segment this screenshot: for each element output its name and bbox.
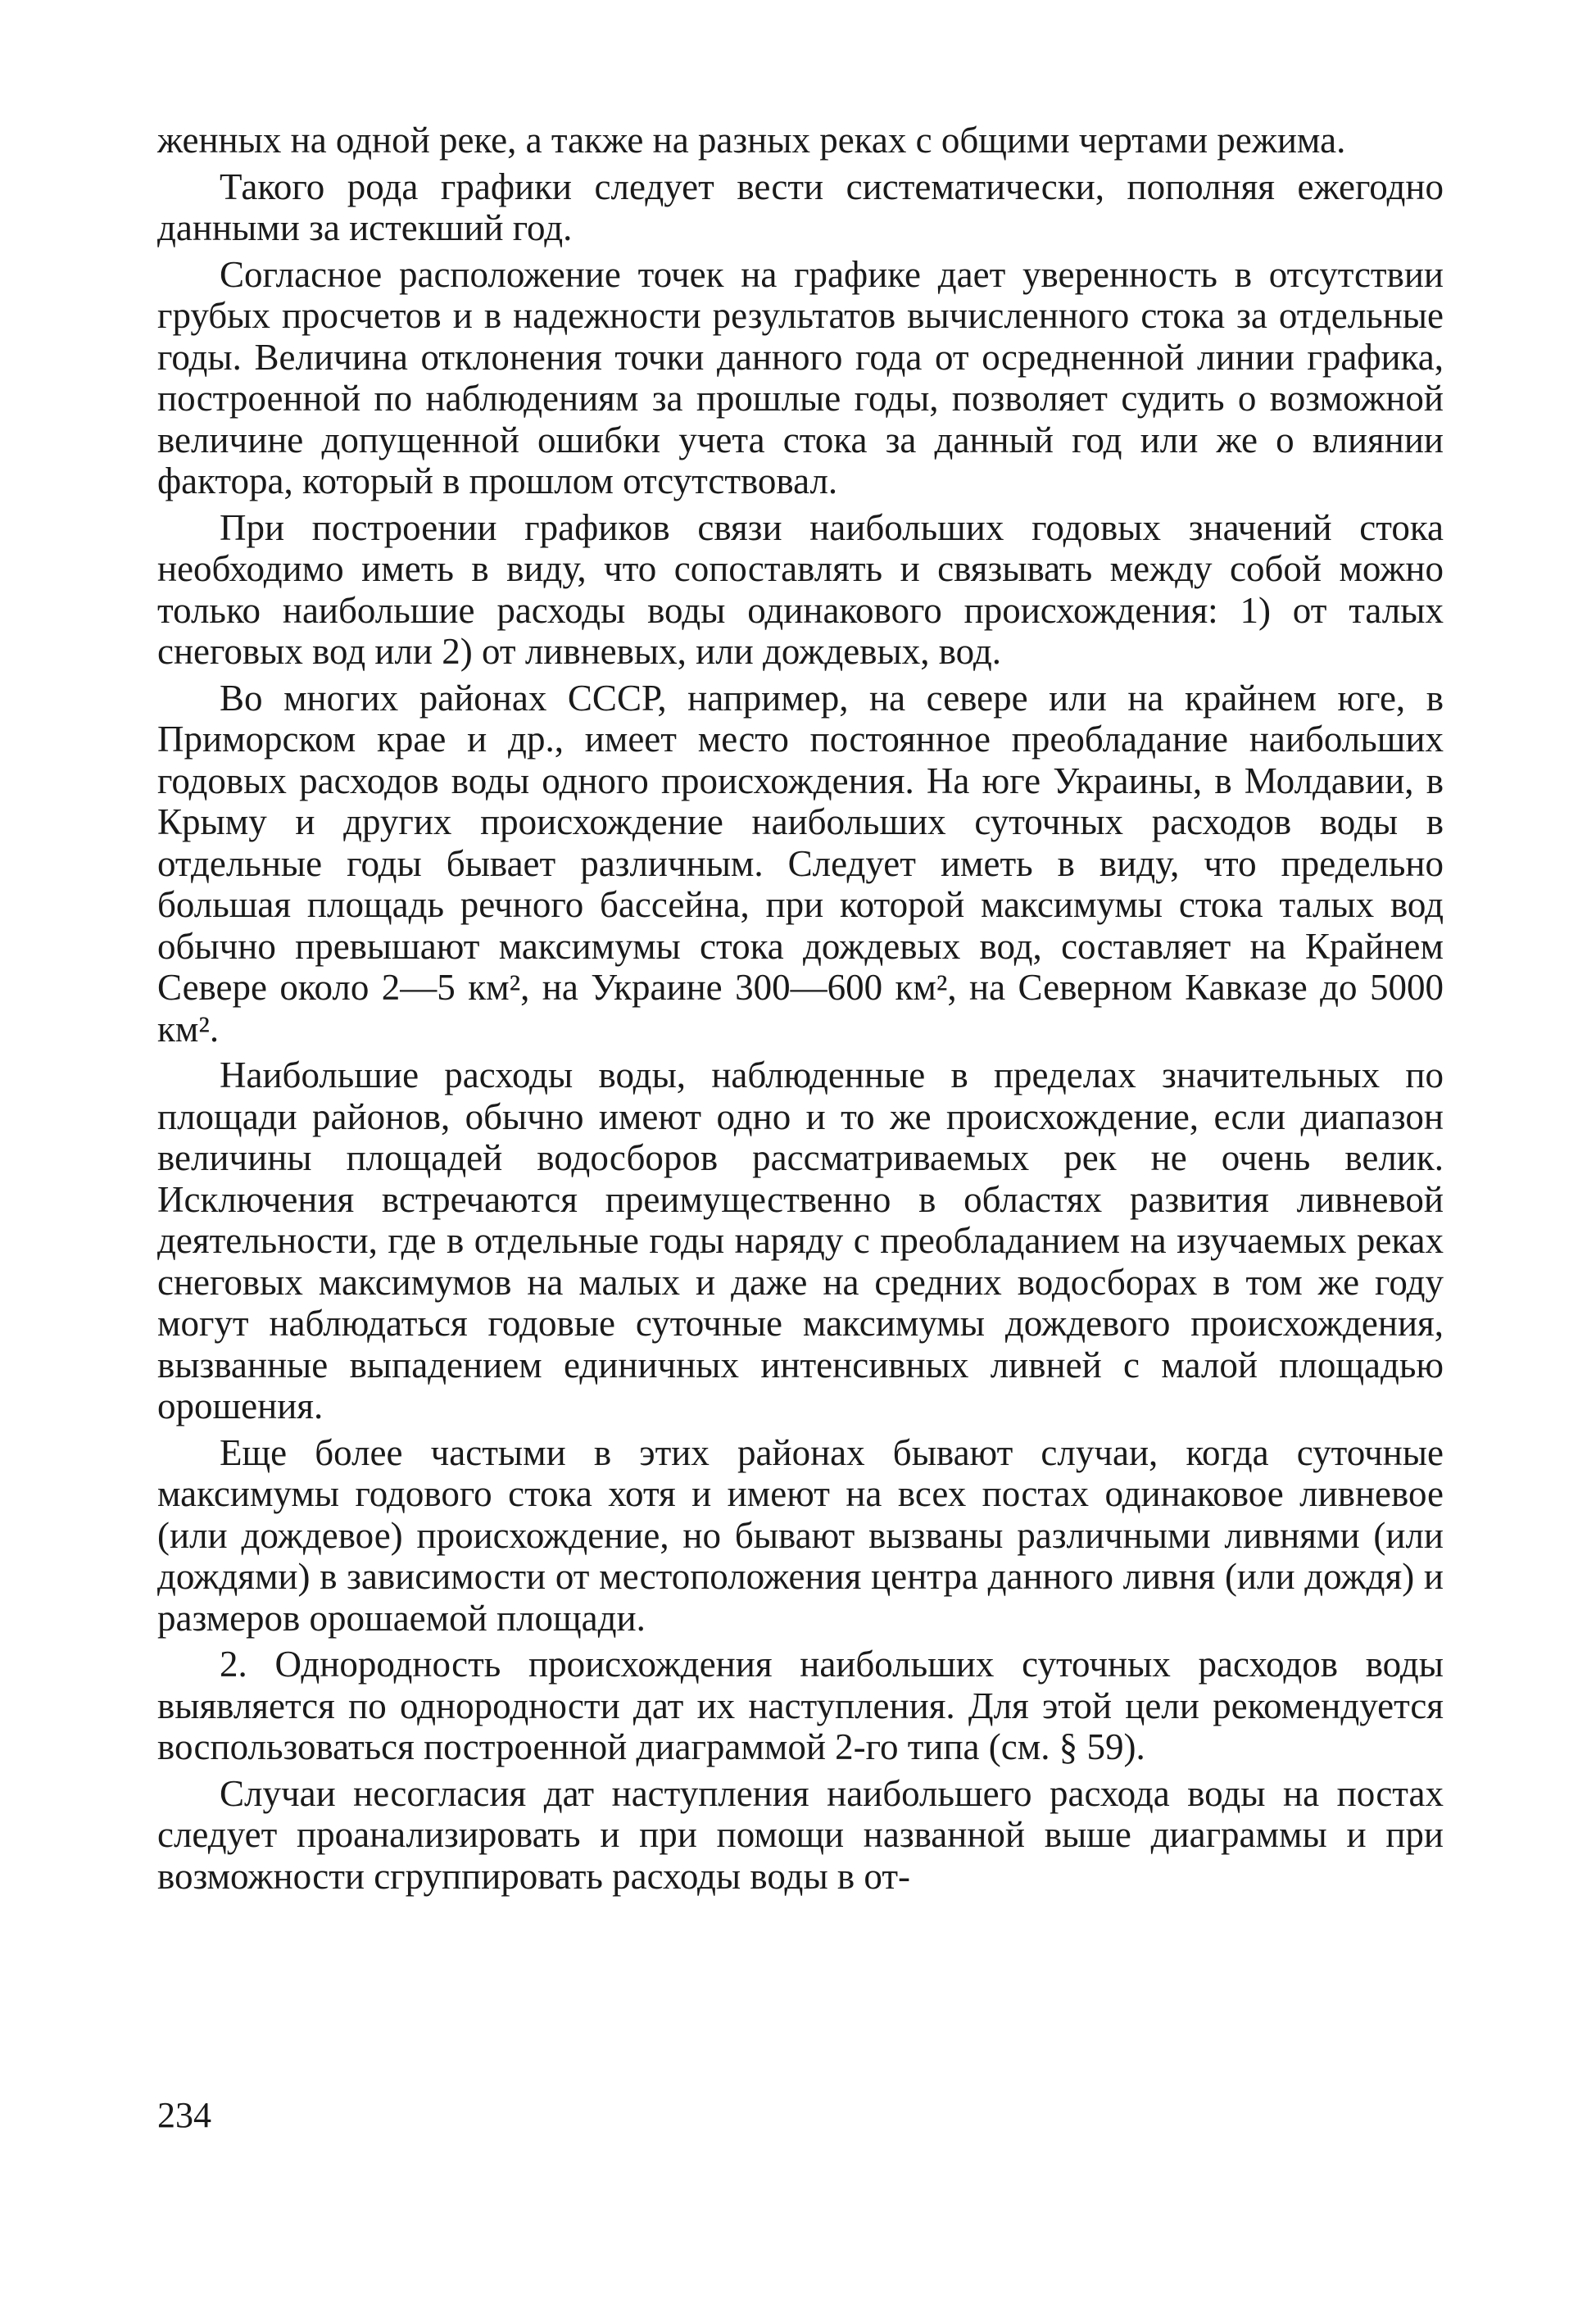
paragraph: Во многих районах СССР, например, на севере или на крайнем юге, в Приморском крае и др., имеет место постоянное преобладание наибольших годовых расходов воды одного происхождения. На юге Украины, в Молдавии, в Крыму и других происхождение наибольших суточных расходов воды в отдельные годы бывает различным. Следует иметь в виду, что предельно большая площадь речного бассейна, при которой максимумы стока талых вод обычно превышают максимумы стока дождевых вод, составляет на Крайнем Севере около 2—5 км², на Украине 300—600 км², на Северном Кавказе до 5000 км². bbox=[157, 677, 1444, 1050]
page-number: 234 bbox=[157, 2095, 211, 2135]
body-text bbox=[157, 120, 1444, 1902]
paragraph: Такого рода графики следует вести систематически, пополняя ежегодно данными за истекший год. bbox=[157, 166, 1444, 248]
paragraph-numbered: 2. Однородность происхождения наибольших суточных расходов воды выявляется по однородности дат их наступления. Для этой цели рекомендуется воспользоваться построенной диаграммой 2-го типа (см. § 59). bbox=[157, 1644, 1444, 1767]
paragraph: Наибольшие расходы воды, наблюденные в пределах значительных по площади районов, обычно имеют одно и то же происхождение, если диапазон величины площадей водосборов рассматриваемых рек не очень велик. Исключения встречаются преимущественно в областях развития ливневой деятельности, где в отдельные годы наряду с преобладанием на изучаемых реках снеговых максимумов на малых и даже на средних водосборах в том же году могут наблюдаться годовые суточные максимумы дождевого происхождения, вызванные выпадением единичных интенсивных ливней с малой площадью орошения. bbox=[157, 1054, 1444, 1426]
paragraph-continuation: женных на одной реке, а также на разных реках с общими чертами режима. bbox=[157, 120, 1346, 161]
paragraph: Согласное расположение точек на графике дает уверенность в отсутствии грубых просчетов и в надежности результатов вычисленного стока за отдельные годы. Величина отклонения точки данного года от осредненной линии графика, построенной по наблюдениям за прошлые годы, позволяет судить о возможной величине допущенной ошибки учета стока за данный год или же о влиянии фактора, который в прошлом отсутствовал. bbox=[157, 253, 1444, 501]
paragraph: Еще более частыми в этих районах бывают случаи, когда суточные максимумы годового стока хотя и имеют на всех постах одинаковое ливневое (или дождевое) происхождение, но бывают вызваны различными ливнями (или дождями) в зависимости от местоположения центра данного ливня (или дождя) и размеров орошаемой площади. bbox=[157, 1431, 1444, 1639]
paragraph: Случаи несогласия дат наступления наибольшего расхода воды на постах следует проанализировать и при помощи названной выше диаграммы и при возможности сгруппировать расходы воды в от- bbox=[157, 1772, 1444, 1897]
paragraph: При построении графиков связи наибольших годовых значений стока необходимо иметь в виду, что сопоставлять и связывать между собой можно только наибольшие расходы воды одинакового происхождения: 1) от талых снеговых вод или 2) от ливневых, или дождевых, вод. bbox=[157, 506, 1444, 672]
